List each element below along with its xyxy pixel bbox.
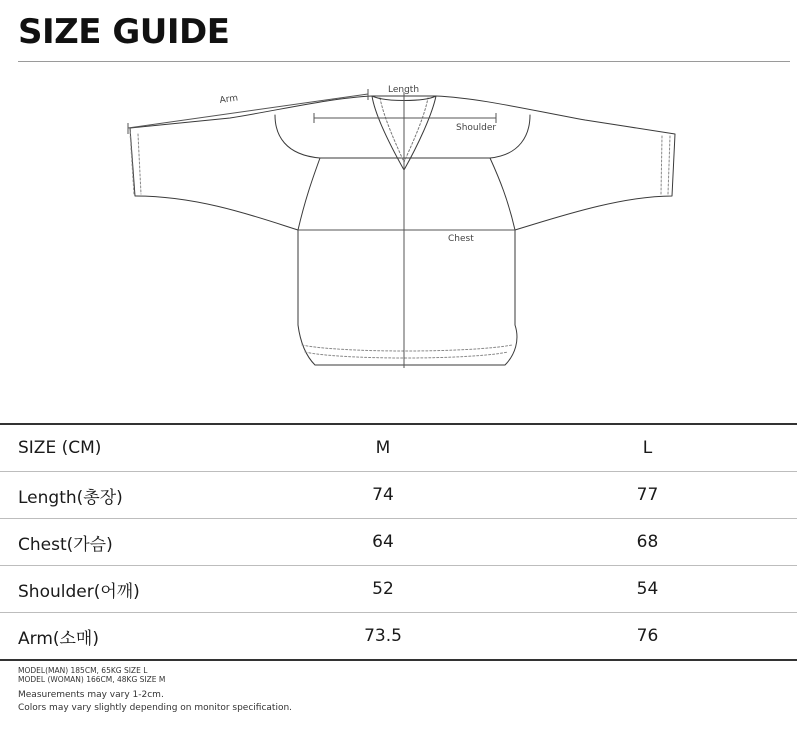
color-note: Colors may vary slightly depending on monitor specification. <box>18 703 293 713</box>
row-value-m: 64 <box>268 519 498 566</box>
measurement-note: Measurements may vary 1-2cm. <box>18 690 164 700</box>
table-row <box>0 472 797 519</box>
page-title: SIZE GUIDE <box>18 12 230 52</box>
table-row <box>0 566 797 613</box>
garment-diagram <box>0 70 809 410</box>
row-value-m: 74 <box>268 472 498 519</box>
title-divider <box>18 61 790 62</box>
table-header-row <box>0 424 797 472</box>
model-woman-note: MODEL (WOMAN) 166CM, 48KG SIZE M <box>18 675 166 684</box>
model-man-note: MODEL(MAN) 185CM, 65KG SIZE L <box>18 666 148 675</box>
table-row <box>0 519 797 566</box>
length-label: Length <box>388 85 420 95</box>
header-size-l: L <box>498 424 797 472</box>
size-notes <box>18 666 292 715</box>
chest-label: Chest <box>448 234 474 244</box>
row-label: Arm(소매) <box>0 613 268 661</box>
header-size-m: M <box>268 424 498 472</box>
row-value-l: 76 <box>498 613 797 661</box>
size-table <box>0 423 797 661</box>
row-label: Chest(가슴) <box>0 519 268 566</box>
header-size-cm: SIZE (CM) <box>0 424 268 472</box>
row-value-m: 52 <box>268 566 498 613</box>
row-label: Length(총장) <box>0 472 268 519</box>
row-value-l: 77 <box>498 472 797 519</box>
row-value-l: 68 <box>498 519 797 566</box>
row-value-l: 54 <box>498 566 797 613</box>
row-label: Shoulder(어깨) <box>0 566 268 613</box>
arm-label: Arm <box>219 93 239 106</box>
shoulder-label: Shoulder <box>456 123 497 133</box>
table-row <box>0 613 797 661</box>
row-value-m: 73.5 <box>268 613 498 661</box>
